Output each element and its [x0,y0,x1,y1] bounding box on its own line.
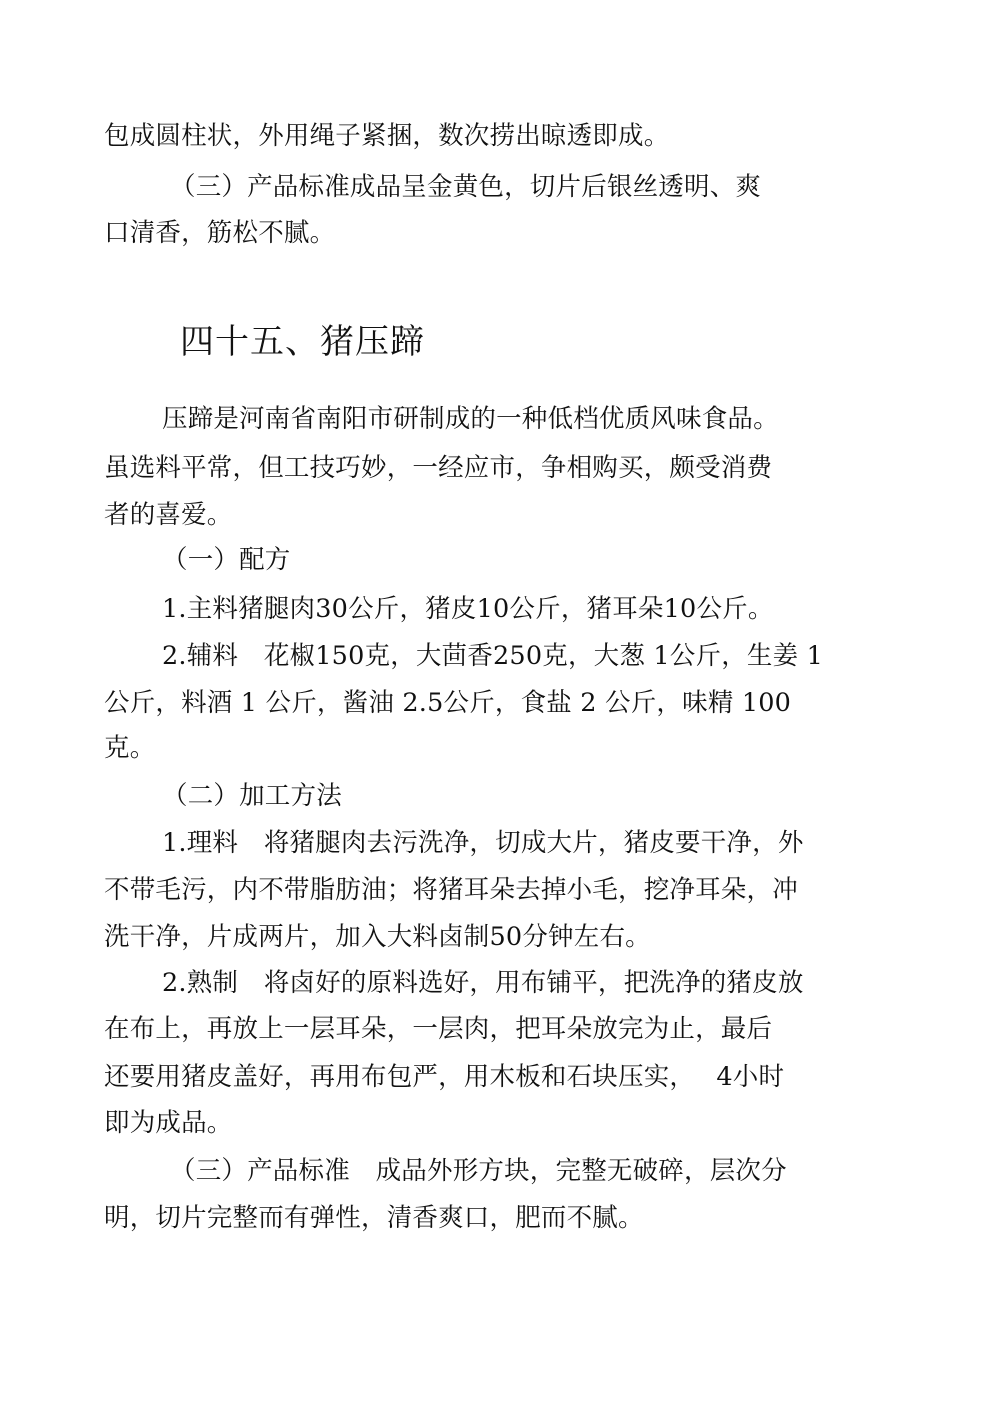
description-line-1: 压蹄是河南省南阳市研制成的一种低档优质风味食品。 [162,404,779,434]
process-step-2-line-1: 2.熟制 将卤好的原料选好，用布铺平，把洗净的猪皮放 [162,968,804,998]
process-step-1-line-1: 1.理料 将猪腿肉去污洗净，切成大片，猪皮要干净，外 [162,828,804,858]
process-step-1-line-2: 不带毛污，内不带脂肪油；将猪耳朵去掉小毛，挖净耳朵，冲 [104,875,798,905]
process-step-1-line-3: 洗干净，片成两片，加入大料卤制50分钟左右。 [104,922,651,952]
recipe-item-2-line-3: 克。 [104,733,156,763]
process-step-2-line-3: 还要用猪皮盖好，再用布包严，用木板和石块压实， 4小时 [104,1062,785,1092]
process-heading: （二）加工方法 [162,781,342,811]
description-line-2: 虽选料平常，但工技巧妙，一经应市，争相购买，颇受消费 [104,453,773,483]
process-step-2-line-4: 即为成品。 [104,1108,233,1138]
recipe-item-2-line-1: 2.辅料 花椒150克，大茴香250克，大葱 1公斤，生姜 1 [162,641,824,671]
standard-line-2: 明，切片完整而有弹性，清香爽口，肥而不腻。 [104,1203,644,1233]
recipe-heading: （一）配方 [162,545,291,575]
process-step-2-line-2: 在布上，再放上一层耳朵，一层肉，把耳朵放完为止，最后 [104,1014,773,1044]
recipe-item-1: 1.主料猪腿肉30公斤，猪皮10公斤，猪耳朵10公斤。 [162,594,774,624]
intro-line-3: 口清香，筋松不腻。 [104,218,336,248]
intro-line-2: （三）产品标准成品呈金黄色，切片后银丝透明、爽 [170,172,762,202]
section-title: 四十五、猪压蹄 [180,322,425,362]
recipe-item-2-line-2: 公斤，料酒 1 公斤，酱油 2.5公斤，食盐 2 公斤，味精 100 [104,688,792,718]
standard-line-1: （三）产品标准 成品外形方块，完整无破碎，层次分 [170,1156,787,1186]
description-line-3: 者的喜爱。 [104,500,233,530]
intro-line-1: 包成圆柱状，外用绳子紧捆，数次捞出晾透即成。 [104,121,670,151]
